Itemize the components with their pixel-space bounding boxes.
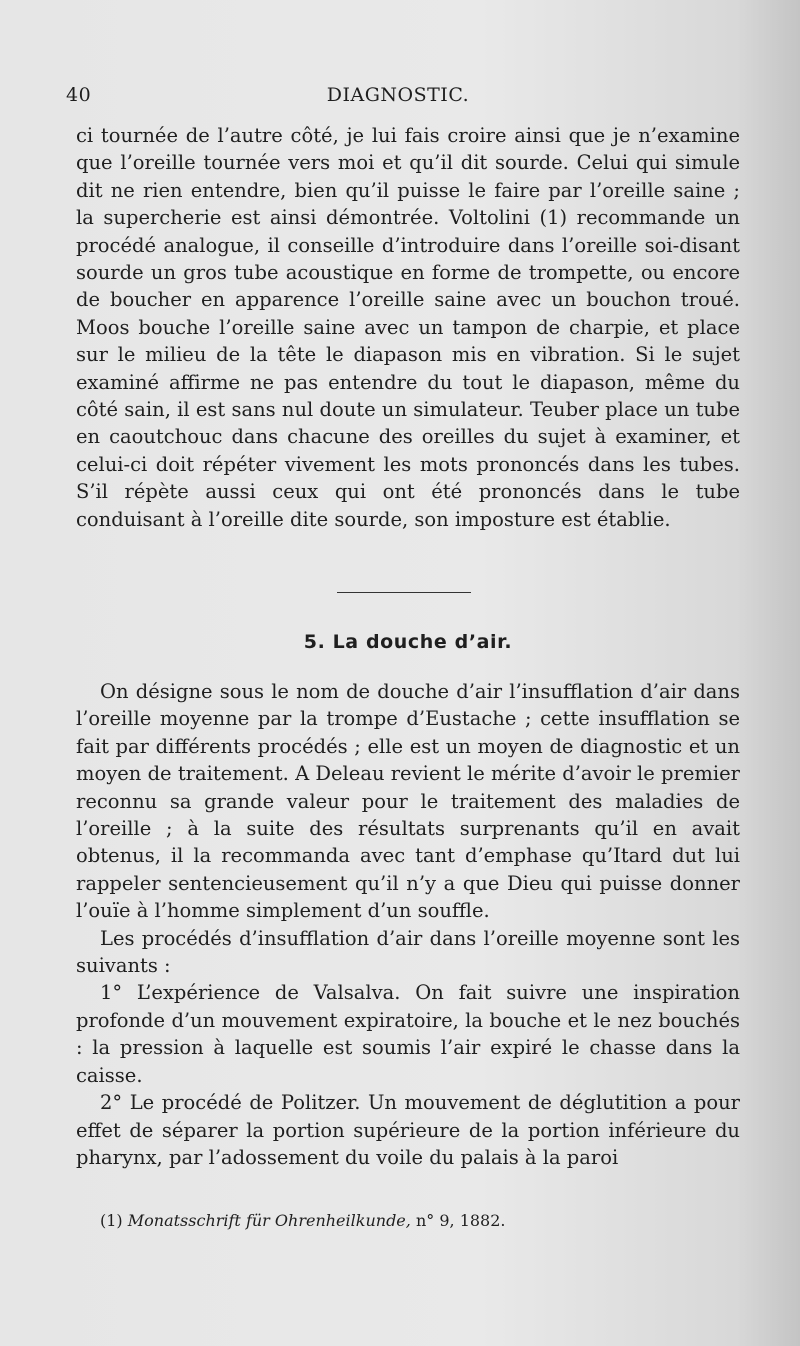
paragraph-politzer: 2° Le procédé de Politzer. Un mouvement de déglutition a pour effet de séparer la portion supérieure de la portion inférieure du pharynx, par l’adossement du voile du palais à la paroi <box>76 1091 740 1169</box>
running-head: DIAGNOSTIC. <box>326 84 470 106</box>
footnote-journal-title: Monatsschrift für Ohrenheilkunde, <box>127 1211 411 1230</box>
footnote <box>100 1211 740 1230</box>
section-title: 5. La douche d’air. <box>303 631 513 653</box>
text-block-douche-air <box>76 678 740 1171</box>
paragraph-definition: On désigne sous le nom de douche d’air l’insufflation d’air dans l’oreille moyenne par la trompe d’Eustache ; cette insufflation se fait par différents procédés ; elle est un moyen de diagnostic et un moyen de traitement. A Deleau revient le mérite d’avoir le premier reconnu sa grande valeur pour le traitement des maladies de l’oreille ; à la suite des résultats surprenants qu’il en avait obtenus, il la recommanda avec tant d’emphase qu’Itard dut lui rappeler sentencieusement qu’il n’y a que Dieu qui puisse donner l’ouïe à l’homme simplement d’un souffle. <box>76 680 740 923</box>
paragraph-valsalva: 1° L’expérience de Valsalva. On fait suivre une inspiration profonde d’un mouvement expiratoire, la bouche et le nez bouchés : la pression à laquelle est soumis l’air expiré le chasse dans la caisse. <box>76 981 740 1087</box>
page-header <box>66 84 730 110</box>
footnote-reference: n° 9, 1882. <box>415 1211 506 1230</box>
section-separator <box>337 592 471 593</box>
footnote-marker: (1) <box>100 1211 123 1230</box>
page-number: 40 <box>66 84 92 106</box>
paragraph-simulation-tests: ci tournée de l’autre côté, je lui fais croire ainsi que je n’examine que l’oreille tournée vers moi et qu’il dit sourde. Celui qui simule dit ne rien entendre, bien qu’il puisse le faire par l’oreille saine ; la supercherie est ainsi démontrée. Voltolini (1) recommande un procédé analogue, il conseille d’introduire dans l’oreille soi-disant sourde un gros tube acoustique en forme de trompette, ou encore de boucher en apparence l’oreille saine avec un bouchon troué. Moos bouche l’oreille saine avec un tampon de charpie, et place sur le milieu de la tête le diapason mis en vibration. Si le sujet examiné affirme ne pas entendre du tout le diapason, même du côté sain, il est sans nul doute un simulateur. Teuber place un tube en caoutchouc dans chacune des oreilles du sujet à examiner, et celui-ci doit répéter vivement les mots prononcés dans les tubes. S’il répète aussi ceux qui ont été prononcés dans le tube conduisant à l’oreille dite sourde, son imposture est établie. <box>76 124 740 531</box>
paragraph-procedures-intro: Les procédés d’insufflation d’air dans l’oreille moyenne sont les suivants : <box>76 926 740 978</box>
text-block-voltolini <box>76 122 740 533</box>
